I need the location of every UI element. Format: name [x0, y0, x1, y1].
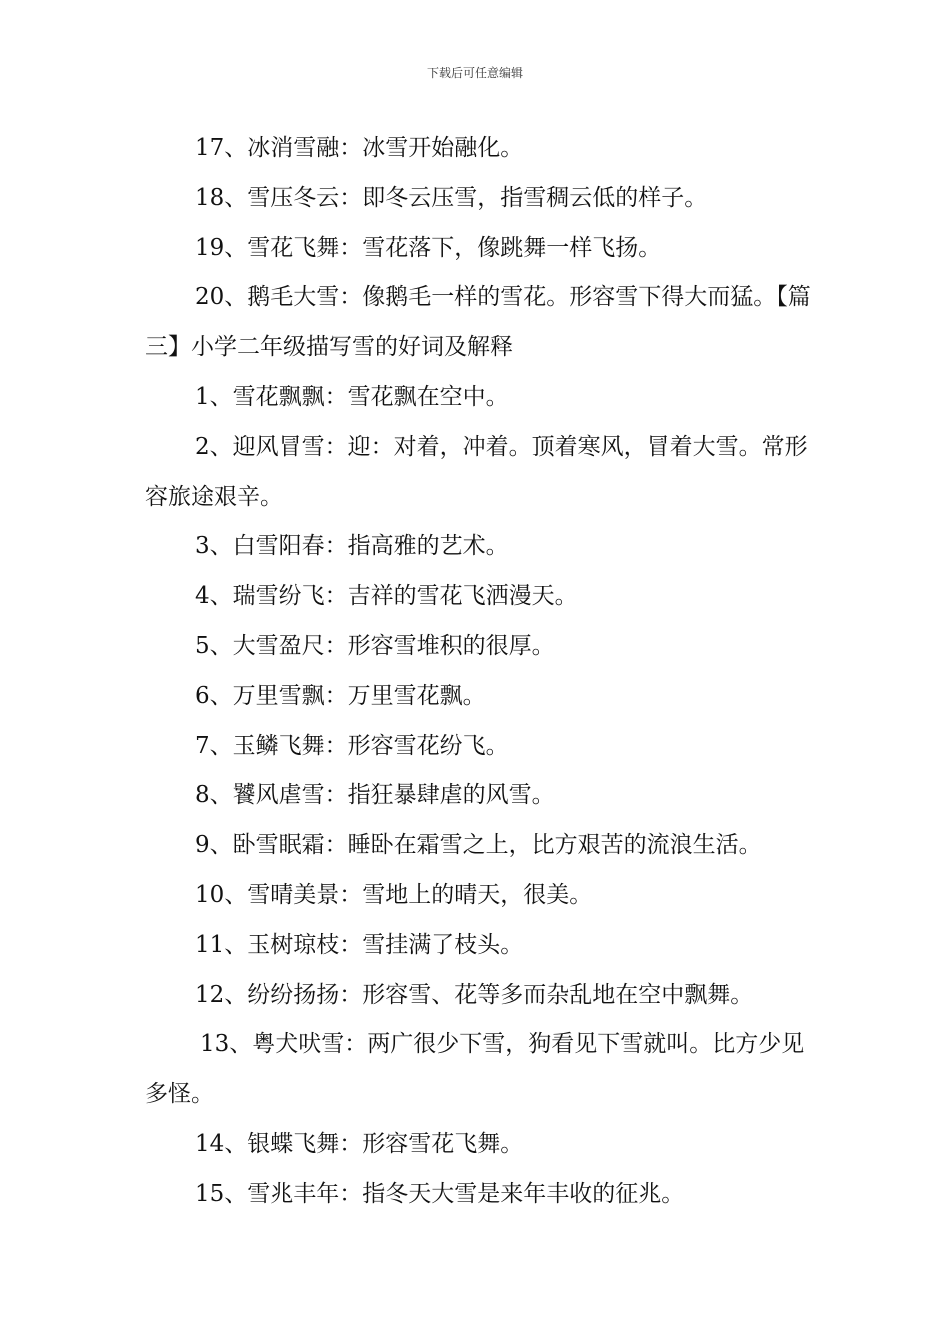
paragraph-14: 14、银蝶飞舞：形容雪花飞舞。 [195, 1130, 524, 1157]
paragraph-6: 6、万里雪飘：万里雪花飘。 [195, 682, 486, 709]
page-header: 下载后可任意编辑 [426, 66, 523, 80]
paragraph-2: 2、迎风冒雪：迎：对着，冲着。顶着寒风，冒着大雪。常形容旅途艰辛。 [145, 433, 808, 510]
paragraph-17: 17、冰消雪融：冰雪开始融化。 [195, 135, 524, 161]
paragraph-7: 7、玉鳞飞舞：形容雪花纷飞。 [195, 732, 509, 759]
paragraph-3: 3、白雪阳春：指高雅的艺术。 [195, 533, 509, 560]
paragraph-13: 13、粤犬吠雪：两广很少下雪，狗看见下雪就叫。比方少见多怪。 [145, 1031, 805, 1108]
document-body [145, 124, 815, 1220]
paragraph-8: 8、饕风虐雪：指狂暴肆虐的风雪。 [195, 782, 555, 809]
paragraph-20: 20、鹅毛大雪：像鹅毛一样的雪花。形容雪下得大而猛。【篇三】小学二年级描写雪的好词及解释 [145, 284, 811, 361]
paragraph-9: 9、卧雪眠霜：睡卧在霜雪之上，比方艰苦的流浪生活。 [195, 832, 762, 859]
paragraph-10: 10、雪晴美景：雪地上的晴天，很美。 [195, 881, 593, 908]
paragraph-19: 19、雪花飞舞：雪花落下，像跳舞一样飞扬。 [195, 234, 662, 261]
paragraph-11: 11、玉树琼枝：雪挂满了枝头。 [195, 931, 524, 958]
paragraph-5: 5、大雪盈尺：形容雪堆积的很厚。 [195, 632, 555, 659]
paragraph-1: 1、雪花飘飘：雪花飘在空中。 [195, 383, 509, 410]
paragraph-4: 4、瑞雪纷飞：吉祥的雪花飞洒漫天。 [195, 583, 578, 610]
paragraph-18: 18、雪压冬云：即冬云压雪，指雪稠云低的样子。 [195, 184, 708, 211]
paragraph-15: 15、雪兆丰年：指冬天大雪是来年丰收的征兆。 [195, 1180, 685, 1207]
paragraph-12: 12、纷纷扬扬：形容雪、花等多而杂乱地在空中飘舞。 [195, 981, 754, 1008]
